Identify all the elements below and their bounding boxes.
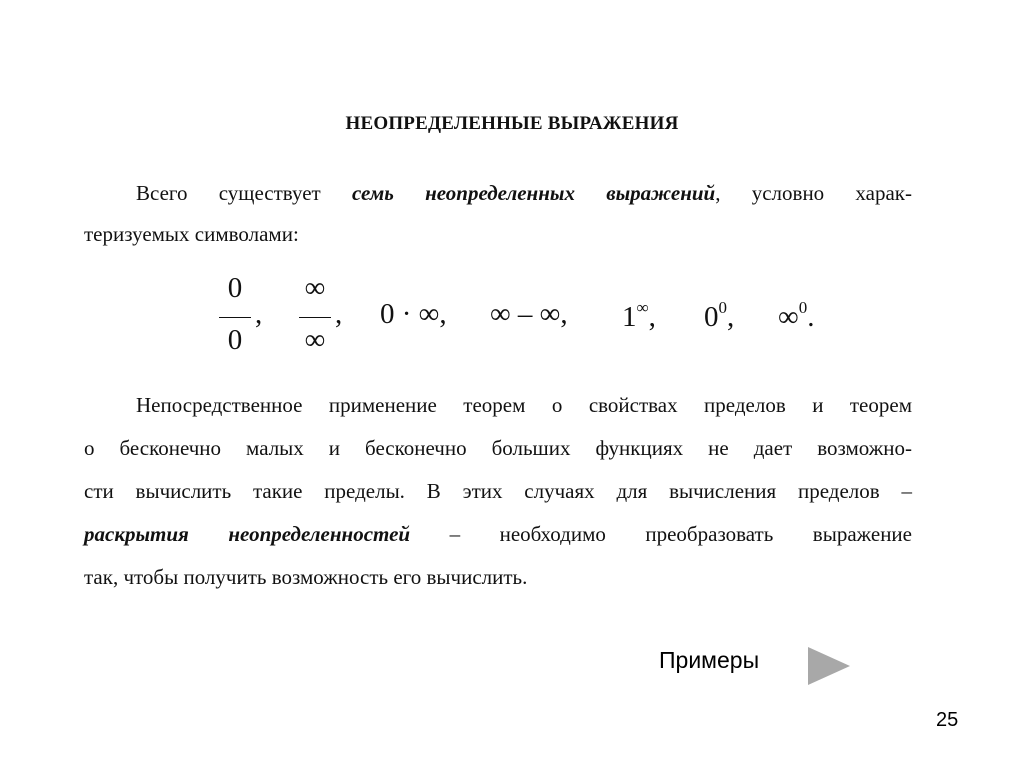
- intro-line-2: теризуемых символами:: [84, 222, 299, 246]
- fraction-numerator: ∞: [304, 272, 326, 304]
- separator: ,: [727, 301, 735, 333]
- intro-text-tail: , условно харак-: [715, 181, 912, 205]
- form-zero-to-zero: [704, 298, 734, 334]
- fraction-denominator: 0: [227, 324, 243, 356]
- separator: .: [807, 301, 815, 333]
- emphasis-resolving-indeterminacies: раскрытия неопределенностей: [84, 522, 411, 546]
- emphasis-seven-expressions: семь неопределенных выражений: [351, 181, 716, 205]
- fraction-denominator: ∞: [304, 324, 326, 356]
- form-infinity-to-zero: [778, 298, 814, 334]
- exponent: 0: [718, 298, 727, 317]
- form-one-to-infinity: [622, 298, 656, 334]
- intro-line-1: [84, 173, 912, 214]
- exponent: ∞: [636, 298, 649, 317]
- separator: ,: [335, 298, 343, 330]
- form-zero-times-infinity: 0 · ∞,: [380, 298, 447, 330]
- separator: ,: [648, 301, 656, 333]
- fraction-bar: [299, 317, 331, 318]
- explanation-line-4: [84, 513, 912, 556]
- explanation-paragraph: [84, 384, 912, 599]
- indeterminate-forms-formula: [0, 268, 1024, 368]
- explanation-line-3: сти вычислить такие пределы. В этих случаях для вычисления пределов –: [84, 479, 912, 503]
- triangle-right-icon[interactable]: [808, 647, 850, 685]
- explanation-line-1: Непосредственное применение теорем о свойствах пределов и теорем: [136, 393, 912, 417]
- page-title: НЕОПРЕДЕЛЕННЫЕ ВЫРАЖЕНИЯ: [345, 113, 679, 134]
- base: ∞: [778, 301, 799, 333]
- fraction-numerator: 0: [227, 272, 243, 304]
- explanation-text: – необходимо преобразовать выражение: [410, 522, 912, 546]
- page-number: 25: [936, 709, 959, 731]
- exponent: 0: [798, 298, 808, 317]
- examples-link[interactable]: Примеры: [659, 647, 760, 673]
- base: 0: [704, 301, 719, 333]
- form-infinity-minus-infinity: ∞ – ∞,: [490, 298, 568, 330]
- fraction-bar: [219, 317, 251, 318]
- explanation-line-2: о бесконечно малых и бесконечно больших функциях не дает возможно-: [84, 436, 912, 460]
- intro-paragraph: [84, 173, 912, 255]
- separator: ,: [255, 298, 263, 330]
- intro-text: Всего существует: [136, 181, 352, 205]
- base: 1: [622, 301, 637, 333]
- explanation-line-5: так, чтобы получить возможность его вычислить.: [84, 565, 528, 589]
